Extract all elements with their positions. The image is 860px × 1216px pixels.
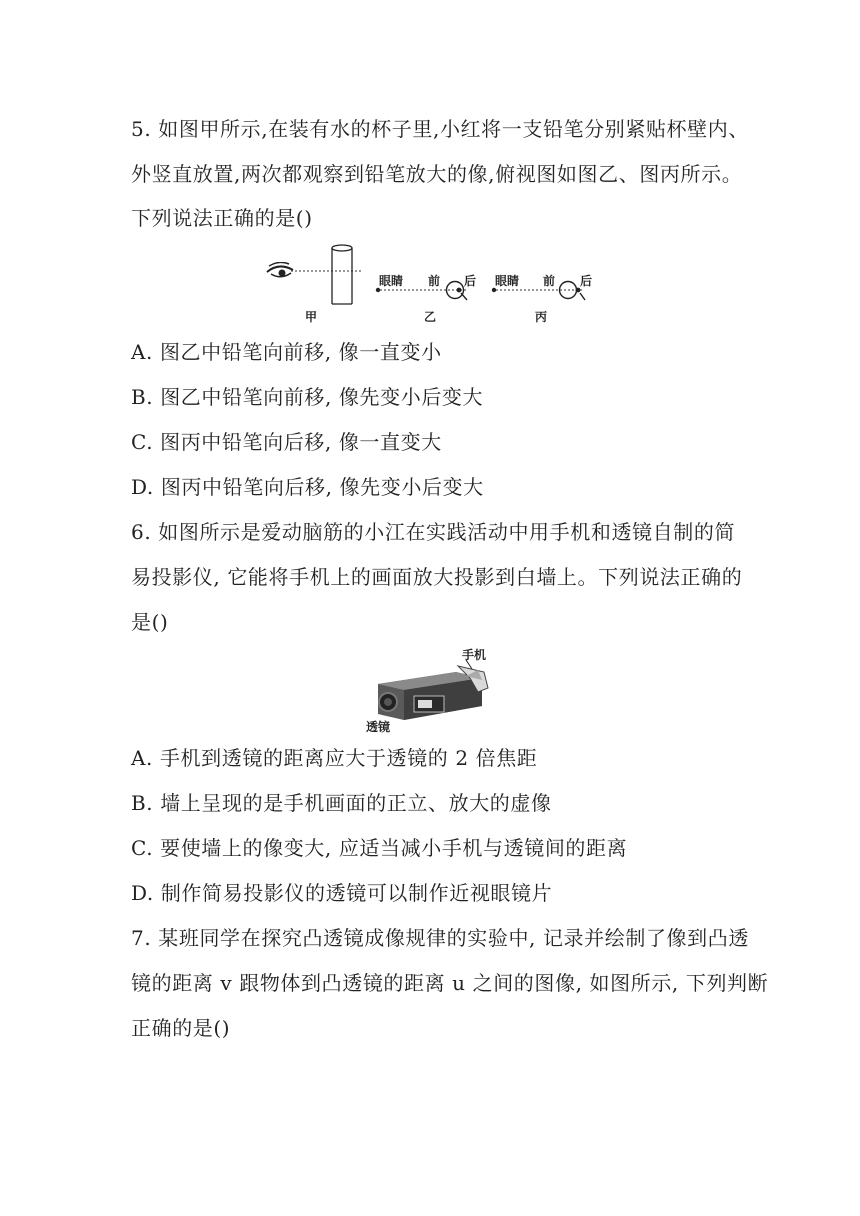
q6-option-d: D. 制作简易投影仪的透镜可以制作近视眼镜片	[131, 881, 553, 905]
bing-back-label: 后	[580, 274, 593, 288]
yi-back-label: 后	[464, 274, 477, 288]
q5-option-c: C. 图丙中铅笔向后移, 像一直变大	[131, 430, 442, 454]
bing-eye-label: 眼睛	[495, 274, 520, 288]
q6-option-c: C. 要使墙上的像变大, 应适当减小手机与透镜间的距离	[131, 836, 628, 860]
q7-stem-line-1: 7. 某班同学在探究凸透镜成像规律的实验中, 记录并绘制了像到凸透	[131, 926, 749, 950]
q5-option-a: A. 图乙中铅笔向前移, 像一直变小	[131, 340, 442, 364]
q5-stem-line-2: 外竖直放置,两次都观察到铅笔放大的像,俯视图如图乙、图丙所示。	[131, 162, 743, 186]
q7-stem-line-3: 正确的是()	[131, 1016, 231, 1040]
q5-stem-line-3: 下列说法正确的是()	[131, 206, 313, 230]
q7-stem-line-2: 镜的距离 v 跟物体到凸透镜的距离 u 之间的图像, 如图所示, 下列判断	[131, 971, 769, 995]
phone-label: 手机	[462, 648, 487, 662]
bing-diagram	[489, 280, 589, 310]
projector-photo	[374, 658, 494, 728]
yi-front-label: 前	[428, 274, 441, 288]
figure-label-bing: 丙	[535, 310, 548, 324]
q6-stem-line-1: 6. 如图所示是爱动脑筋的小江在实践活动中用手机和透镜自制的简	[131, 520, 736, 544]
lens-label: 透镜	[366, 720, 391, 734]
q6-stem-line-3: 是()	[131, 610, 169, 634]
q6-stem-line-2: 易投影仪, 它能将手机上的画面放大投影到白墙上。下列说法正确的	[131, 565, 743, 589]
yi-diagram	[373, 280, 473, 310]
q5-option-b: B. 图乙中铅笔向前移, 像先变小后变大	[131, 385, 484, 409]
water-cup	[330, 244, 354, 306]
q6-option-b: B. 墙上呈现的是手机画面的正立、放大的虚像	[131, 791, 552, 815]
yi-eye-label: 眼睛	[379, 274, 404, 288]
q5-option-d: D. 图丙中铅笔向后移, 像先变小后变大	[131, 475, 484, 499]
bing-front-label: 前	[543, 274, 556, 288]
q5-stem-line-1: 5. 如图甲所示,在装有水的杯子里,小红将一支铅笔分别紧贴杯壁内、	[131, 117, 749, 141]
q6-option-a: A. 手机到透镜的距离应大于透镜的 2 倍焦距	[131, 746, 538, 770]
figure-label-yi: 乙	[424, 310, 437, 324]
figure-label-jia: 甲	[305, 310, 318, 324]
